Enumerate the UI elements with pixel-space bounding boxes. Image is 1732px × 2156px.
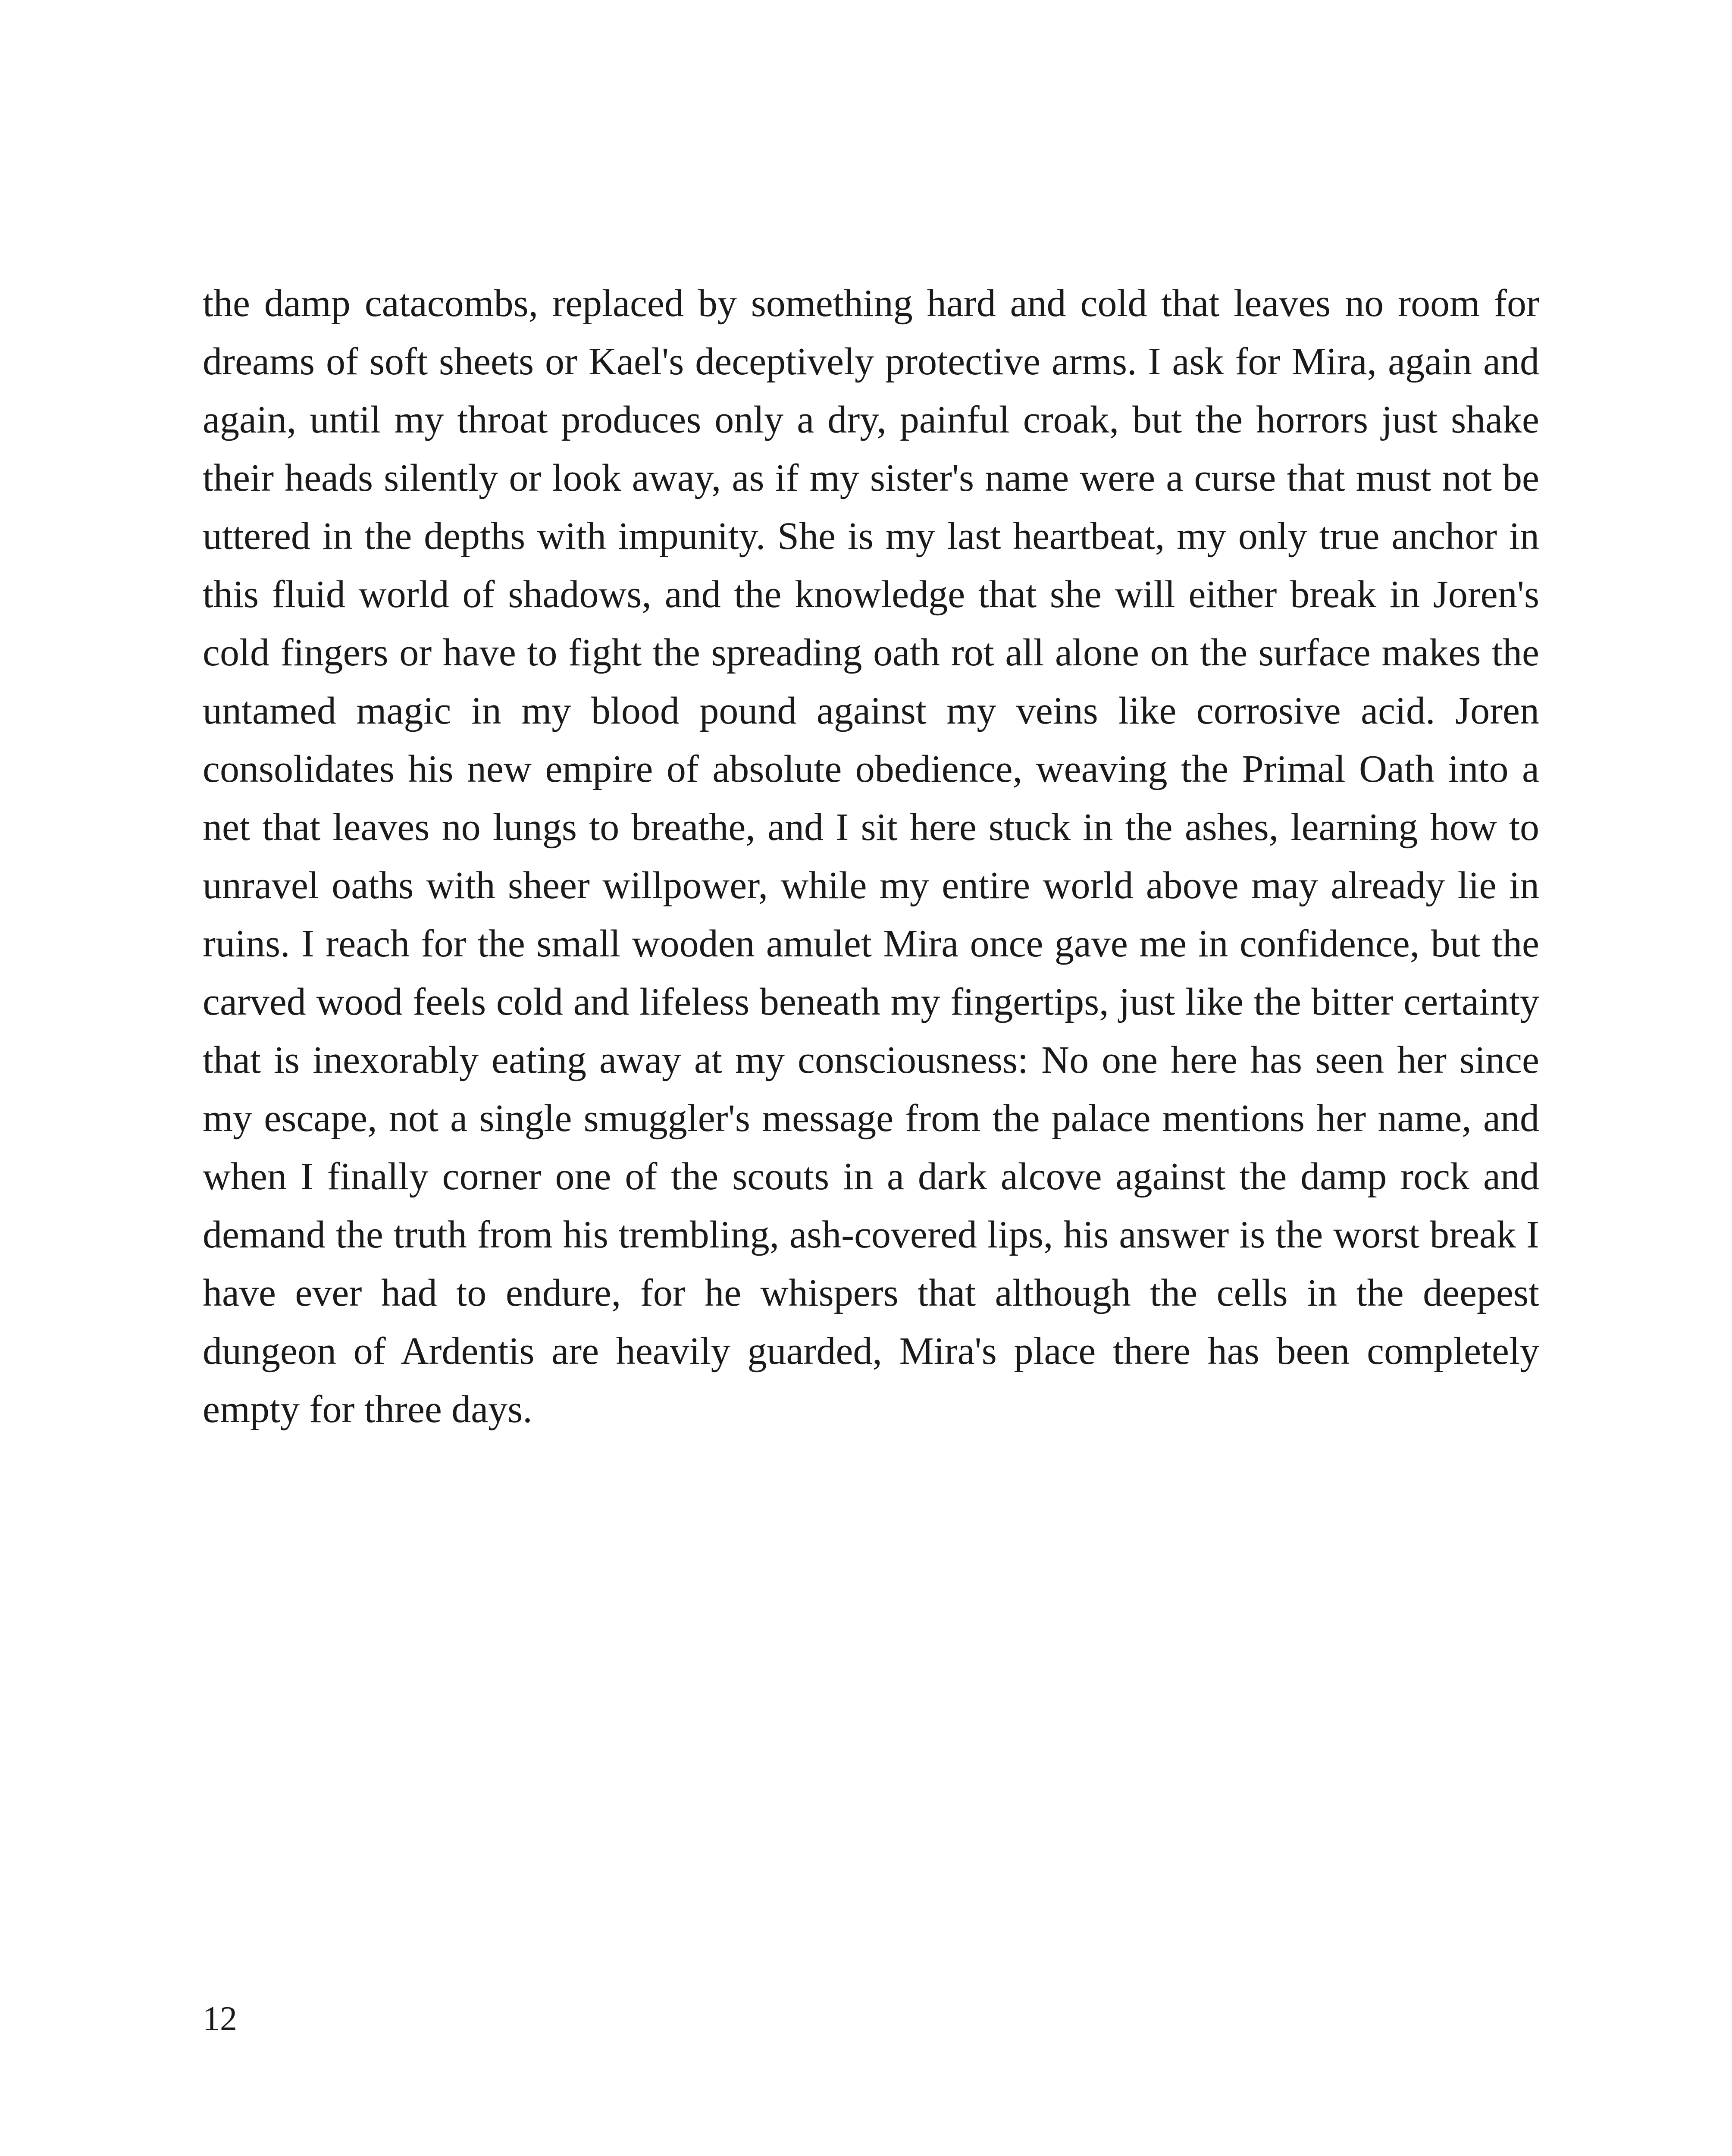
page-number: 12 [203,2000,237,2038]
body-paragraph: the damp catacombs, replaced by something hard and cold that leaves no room for dreams of soft sheets or Kael's deceptively protective arms. I ask for Mira, again and again, until my throat produces only a dry, painful croak, but the horrors just shake their heads silently or look away, as if my sister's name were a curse that must not be uttered in the depths with impunity. She is my last heartbeat, my only true anchor in this fluid world of shadows, and the knowledge that she will either break in Joren's cold fingers or have to fight the spreading oath rot all alone on the surface makes the untamed magic in my blood pound against my veins like corrosive acid. Joren consolidates his new empire of absolute obedience, weaving the Primal Oath into a net that leaves no lungs to breathe, and I sit here stuck in the ashes, learning how to unravel oaths with sheer willpower, while my entire world above may already lie in ruins. I reach for the small wooden amulet Mira once gave me in confidence, but the carved wood feels cold and lifeless beneath my fingertips, just like the bitter certainty that is inexorably eating away at my consciousness: No one here has seen her since my escape, not a single smuggler's message from the palace mentions her name, and when I finally corner one of the scouts in a dark alcove against the damp rock and demand the truth from his trembling, ash-covered lips, his answer is the worst break I have ever had to endure, for he whispers that although the cells in the deepest dungeon of Ardentis are heavily guarded, Mira's place there has been completely empty for three days. [203,282,1539,1431]
